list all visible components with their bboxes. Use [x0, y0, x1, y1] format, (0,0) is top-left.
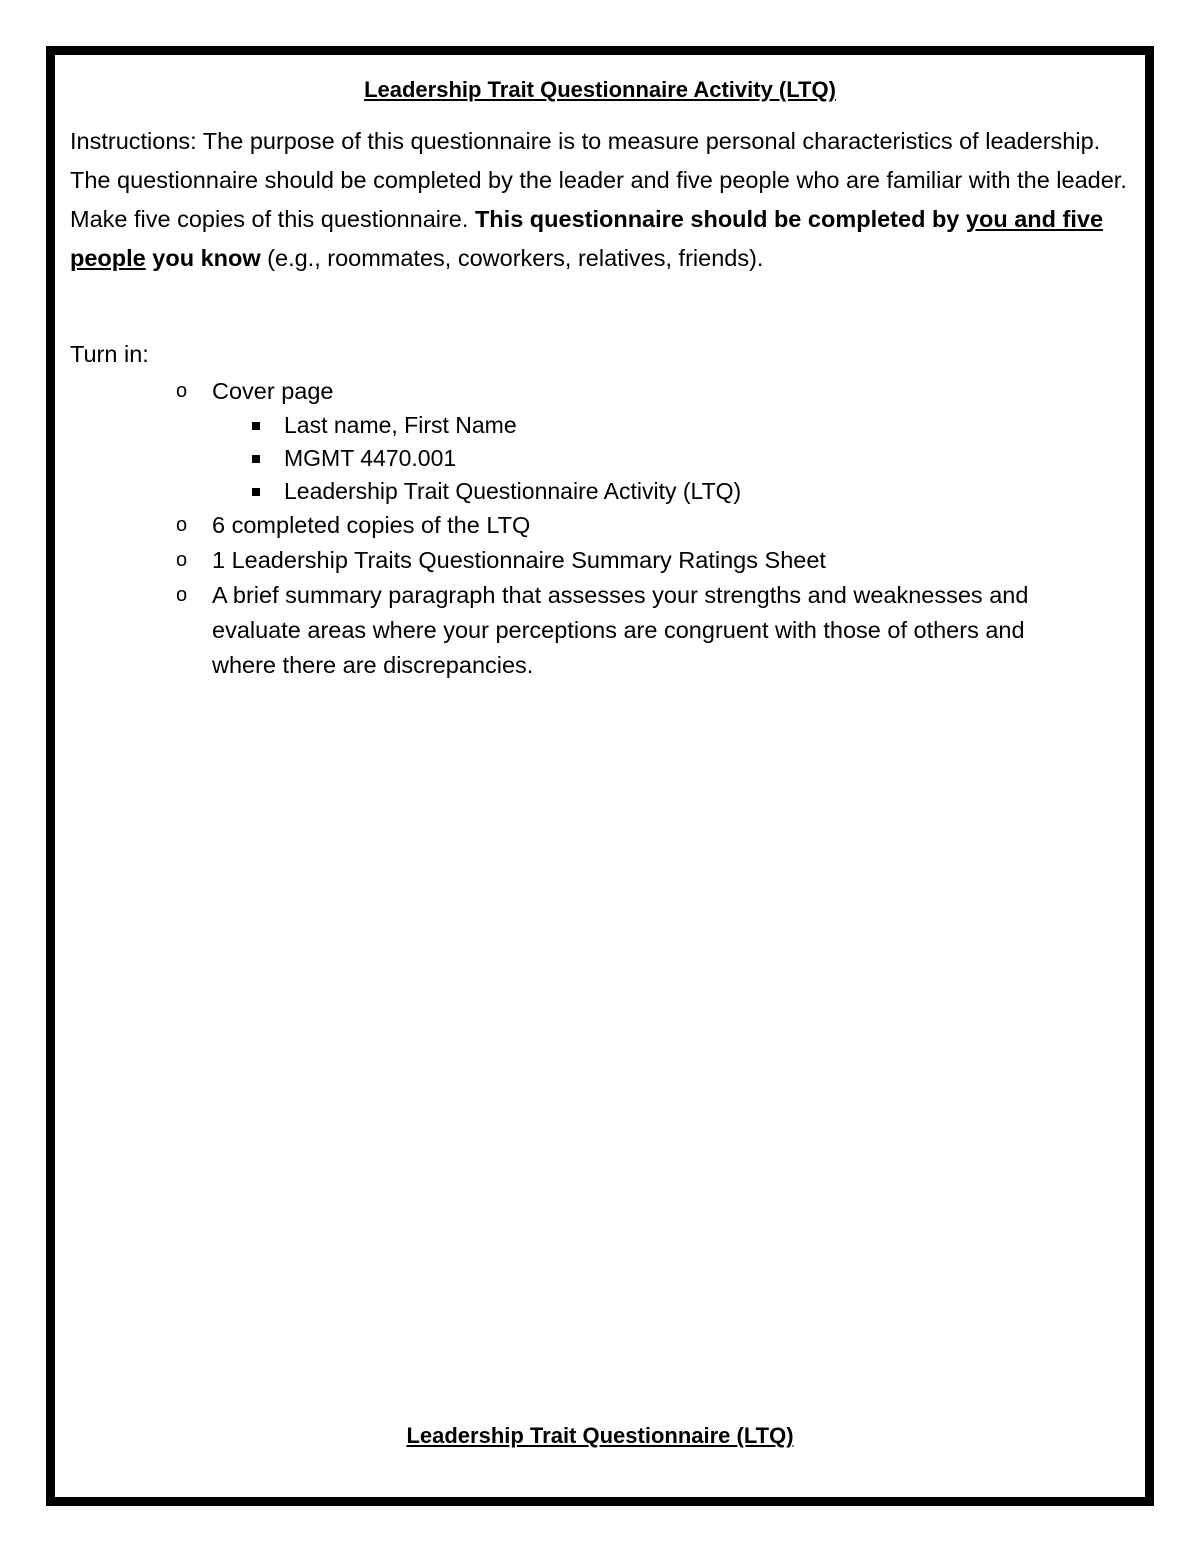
- sublist-item-label: Last name, First Name: [284, 412, 517, 438]
- list-item: [176, 578, 1130, 683]
- cover-page-sublist: [212, 409, 1090, 508]
- list-item-label: A brief summary paragraph that assesses your strengths and weaknesses and evaluate areas where your perceptions are congruent with those of others and where there are discrepancies.: [212, 582, 1029, 678]
- document-title: Leadership Trait Questionnaire Activity (LTQ): [364, 77, 836, 102]
- circle-bullet-icon: o: [176, 380, 188, 402]
- turn-in-list: [70, 374, 1130, 683]
- sublist-item: [284, 442, 1090, 475]
- footer-title: Leadership Trait Questionnaire (LTQ): [406, 1423, 794, 1448]
- square-bullet-icon: [252, 422, 260, 430]
- list-item: [176, 374, 1130, 508]
- square-bullet-icon: [252, 455, 260, 463]
- instructions-text: Instructions: The purpose of this questionnaire is to measure personal characteristics of leadership. The questionnaire should be completed by the leader and five people who are familiar with the leader. Make five copies of this questionnaire.: [70, 128, 1127, 232]
- instructions-emphasis-underlined: you and five people: [70, 206, 1104, 271]
- circle-bullet-icon: o: [176, 514, 188, 536]
- sublist-item: [284, 409, 1090, 442]
- list-item-label: 1 Leadership Traits Questionnaire Summary Ratings Sheet: [212, 547, 826, 573]
- list-item: [176, 508, 1130, 543]
- list-item: [176, 543, 1130, 578]
- sublist-item: [284, 475, 1090, 508]
- circle-bullet-icon: o: [176, 584, 188, 606]
- list-item-label: Cover page: [212, 378, 334, 404]
- document-body: [70, 76, 1130, 683]
- turn-in-label: Turn in:: [70, 341, 149, 367]
- circle-bullet-icon: o: [176, 549, 188, 571]
- instructions-emphasis: This questionnaire should be completed by you and five people you know: [70, 206, 1104, 271]
- sublist-item-label: Leadership Trait Questionnaire Activity (LTQ): [284, 478, 742, 504]
- instructions-paragraph: [70, 122, 1130, 278]
- sublist-item-label: MGMT 4470.001: [284, 445, 457, 471]
- list-item-label: 6 completed copies of the LTQ: [212, 512, 531, 538]
- square-bullet-icon: [252, 488, 260, 496]
- instructions-examples: (e.g., roommates, coworkers, relatives, friends).: [260, 245, 764, 271]
